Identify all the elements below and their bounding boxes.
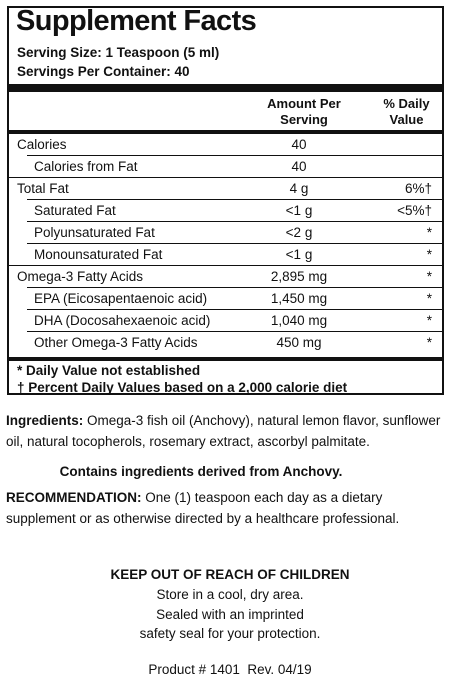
nutrient-amount: 1,040 mg [270, 313, 328, 328]
servings-per-container: Servings Per Container: 40 [17, 64, 190, 79]
nutrient-name: Polyunsaturated Fat [34, 225, 155, 240]
serving-size: Serving Size: 1 Teaspoon (5 ml) [17, 45, 220, 60]
ingredients-text: Ingredients: Omega-3 fish oil (Anchovy), natural lemon flavor, sunflower oil, natural tocopherols, rosemary extract, ascorbyl palmitate. [6, 413, 441, 449]
table-row [9, 288, 442, 310]
nutrient-amount: 40 [291, 137, 307, 152]
storage-line-3: safety seal for your protection. [139, 626, 321, 641]
table-row [9, 178, 442, 200]
bottom-divider [9, 357, 442, 361]
nutrient-name: Omega-3 Fatty Acids [17, 269, 144, 284]
storage-line-2: Sealed with an imprinted [156, 607, 304, 622]
nutrient-daily-value: * [426, 247, 432, 262]
nutrient-amount: 40 [291, 159, 307, 174]
nutrient-amount: <1 g [285, 247, 313, 262]
panel-title: Supplement Facts [16, 5, 257, 37]
nutrient-name: Other Omega-3 Fatty Acids [34, 335, 198, 350]
nutrient-name: EPA (Eicosapentaenoic acid) [34, 291, 208, 306]
nutrient-name: Calories [17, 137, 67, 152]
nutrient-daily-value: 6%† [404, 181, 432, 196]
nutrient-amount: 1,450 mg [270, 291, 328, 306]
nutrient-daily-value: <5%† [397, 203, 432, 218]
table-row [9, 332, 442, 354]
thick-divider [9, 84, 442, 92]
nutrient-amount: <2 g [285, 225, 313, 240]
nutrient-daily-value: * [426, 269, 432, 284]
storage-line-1: Store in a cool, dry area. [156, 587, 304, 602]
supplement-facts-panel [7, 6, 444, 395]
nutrient-daily-value: * [426, 291, 432, 306]
table-row [9, 134, 442, 156]
dv-header: % Daily Value [383, 96, 430, 127]
nutrient-amount: 450 mg [276, 335, 322, 350]
nutrient-amount: <1 g [285, 203, 313, 218]
warning-text: KEEP OUT OF REACH OF CHILDREN [110, 567, 350, 582]
table-row [9, 310, 442, 332]
nutrient-amount: 4 g [289, 181, 309, 196]
table-row [9, 200, 442, 222]
nutrient-name: Saturated Fat [34, 203, 116, 218]
allergen-statement: Contains ingredients derived from Anchovy. [59, 464, 343, 479]
nutrient-name: Total Fat [17, 181, 69, 196]
nutrient-daily-value: * [426, 313, 432, 328]
footnote-percent: † Percent Daily Values based on a 2,000 calorie diet [17, 380, 348, 395]
amount-header: Amount Per Serving [267, 96, 341, 127]
nutrient-daily-value: * [426, 225, 432, 240]
nutrient-name: DHA (Docosahexaenoic acid) [34, 313, 211, 328]
recommendation-text: RECOMMENDATION: One (1) teaspoon each day as a dietary supplement or as otherwise directed by a healthcare professional. [6, 490, 400, 526]
nutrient-daily-value: * [426, 335, 432, 350]
nutrient-amount: 2,895 mg [270, 269, 328, 284]
table-row [9, 222, 442, 244]
product-number: Product # 1401 Rev. 04/19 [148, 662, 312, 677]
footnote-daily-value: * Daily Value not established [17, 363, 201, 378]
table-row [9, 266, 442, 288]
nutrient-name: Monounsaturated Fat [34, 247, 163, 262]
table-row [9, 244, 442, 266]
table-row [9, 156, 442, 178]
nutrient-name: Calories from Fat [34, 159, 138, 174]
